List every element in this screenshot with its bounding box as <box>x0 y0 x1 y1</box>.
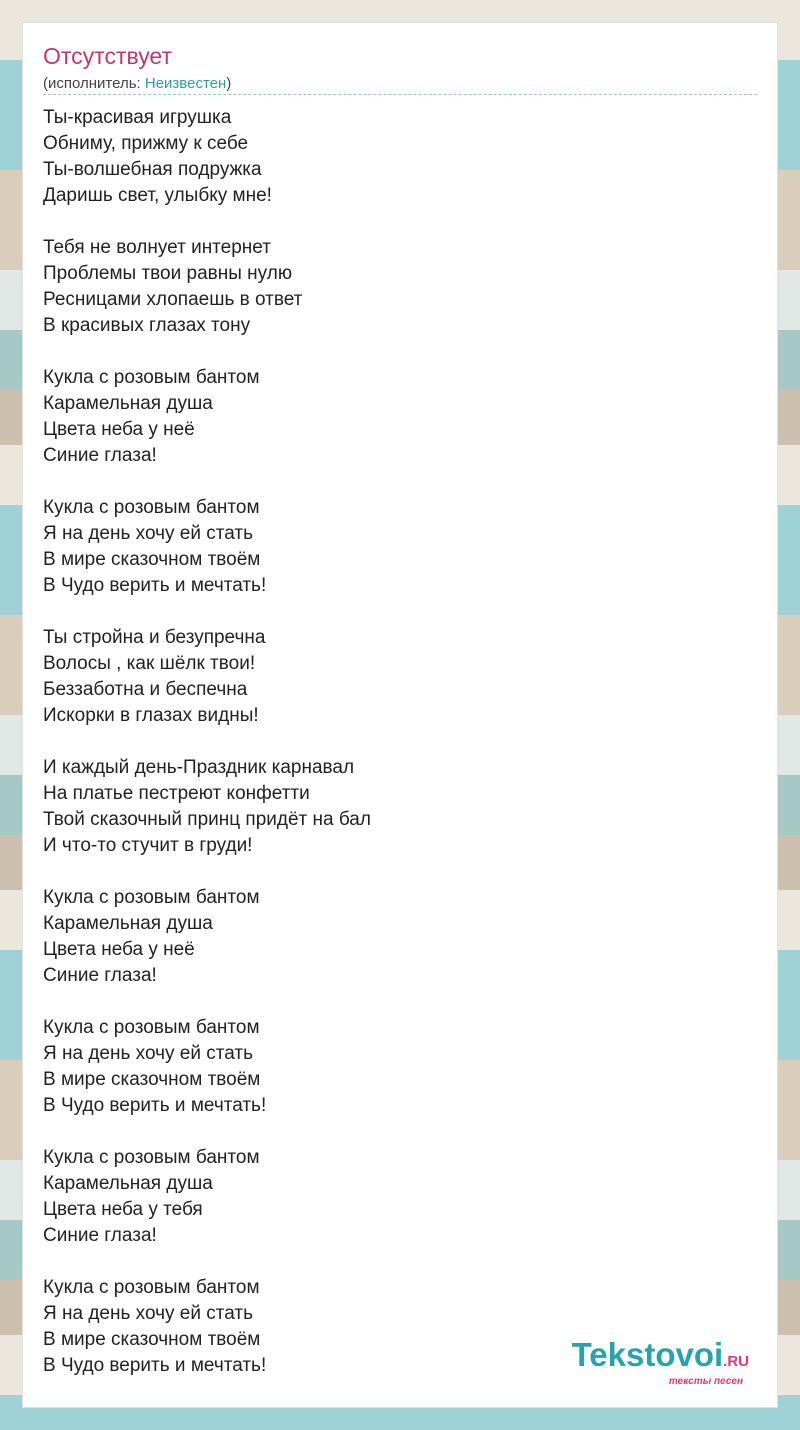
lyrics-line: Карамельная душа <box>43 913 213 934</box>
lyrics-line: В мире сказочном твоём <box>43 549 261 570</box>
lyrics-line: Волосы , как шёлк твои! <box>43 653 256 674</box>
lyrics-line: Ты-волшебная подружка <box>43 159 262 180</box>
lyrics-stanza <box>43 625 371 729</box>
lyrics-line: В Чудо верить и мечтать! <box>43 1355 267 1376</box>
lyrics-line: И что-то стучит в груди! <box>43 835 253 856</box>
lyrics-line: Кукла с розовым бантом <box>43 1017 260 1038</box>
lyrics-page <box>22 22 778 1408</box>
lyrics-line: В красивых глазах тону <box>43 315 251 336</box>
lyrics-line: Тебя не волнует интернет <box>43 237 271 258</box>
lyrics-line: На платье пестреют конфетти <box>43 783 310 804</box>
lyrics-line: Карамельная душа <box>43 393 213 414</box>
lyrics-stanza <box>43 1275 371 1379</box>
lyrics-line: Синие глаза! <box>43 445 157 466</box>
lyrics-stanza <box>43 1015 371 1119</box>
artist-prefix: (исполнитель: <box>43 75 145 92</box>
lyrics-stanza <box>43 235 371 339</box>
artist-line <box>43 75 757 95</box>
artist-suffix: ) <box>226 75 232 92</box>
lyrics-line: В Чудо верить и мечтать! <box>43 1095 267 1116</box>
lyrics-line: Кукла с розовым бантом <box>43 367 260 388</box>
lyrics-line: Кукла с розовым бантом <box>43 1277 260 1298</box>
lyrics-line: Беззаботна и беспечна <box>43 679 248 700</box>
lyrics-line: Карамельная душа <box>43 1173 213 1194</box>
song-title: Отсутствует <box>43 43 172 69</box>
lyrics-line: Цвета неба у тебя <box>43 1199 203 1220</box>
lyrics-stanza <box>43 885 371 989</box>
lyrics-line: И каждый день-Праздник карнавал <box>43 757 355 778</box>
logo-wordmark <box>571 1336 749 1377</box>
lyrics-line: Я на день хочу ей стать <box>43 523 253 544</box>
lyrics-line: Синие глаза! <box>43 1225 157 1246</box>
lyrics-line: Искорки в глазах видны! <box>43 705 259 726</box>
lyrics-line: Обниму, прижму к себе <box>43 133 249 154</box>
lyrics-line: Синие глаза! <box>43 965 157 986</box>
lyrics-line: Цвета неба у неё <box>43 939 195 960</box>
lyrics-line: Я на день хочу ей стать <box>43 1303 253 1324</box>
lyrics-line: Цвета неба у неё <box>43 419 195 440</box>
lyrics-line: В мире сказочном твоём <box>43 1329 261 1350</box>
lyrics-line: Даришь свет, улыбку мне! <box>43 185 272 206</box>
logo-tagline: тексты песен <box>668 1376 743 1387</box>
lyrics-line: В мире сказочном твоём <box>43 1069 261 1090</box>
lyrics-line: Проблемы твои равны нулю <box>43 263 293 284</box>
lyrics-stanza <box>43 1145 371 1249</box>
lyrics-stanza <box>43 105 371 209</box>
site-logo[interactable] <box>571 1336 749 1387</box>
lyrics-line: Я на день хочу ей стать <box>43 1043 253 1064</box>
lyrics-line: Ты стройна и безупречна <box>43 627 266 648</box>
lyrics-line: Ресницами хлопаешь в ответ <box>43 289 303 310</box>
lyrics-stanza <box>43 495 371 599</box>
lyrics-line: Кукла с розовым бантом <box>43 887 260 908</box>
lyrics-line: Ты-красивая игрушка <box>43 107 232 128</box>
logo-domain: .RU <box>723 1353 749 1370</box>
lyrics-line: Кукла с розовым бантом <box>43 1147 260 1168</box>
artist-link[interactable]: Неизвестен <box>144 75 227 92</box>
lyrics-line: В Чудо верить и мечтать! <box>43 575 267 596</box>
lyrics-body <box>43 105 371 1405</box>
logo-name: Tekstovoi <box>571 1336 724 1373</box>
lyrics-line: Твой сказочный принц придёт на бал <box>43 809 371 830</box>
lyrics-stanza <box>43 755 371 859</box>
lyrics-stanza <box>43 365 371 469</box>
lyrics-line: Кукла с розовым бантом <box>43 497 260 518</box>
